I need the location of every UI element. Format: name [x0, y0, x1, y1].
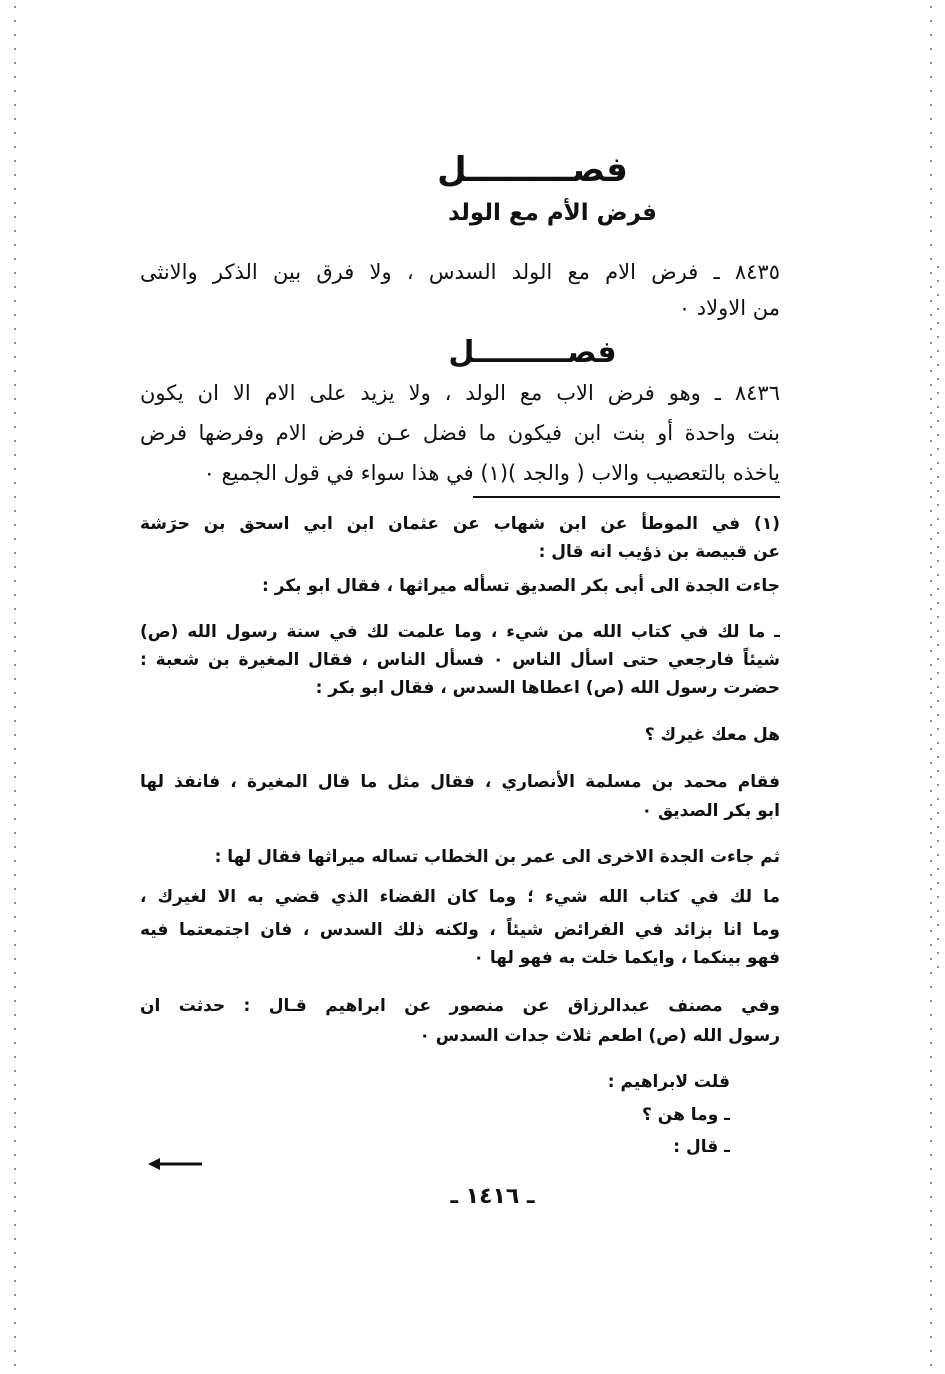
footnote-line-14: وفي مصنف عبدالرزاق عن منصور عن ابراهيم قـال : حدثت ان — [140, 996, 780, 1016]
footnote-line-5: شيئاً فارجعي حتى اسأل الناس ٠ فسأل الناس ، فقال المغيرة بن شعبة : — [140, 650, 780, 670]
footnote-line-15: رسول الله (ص) اطعم ثلاث جدات السدس ٠ — [419, 1026, 780, 1046]
footnote-line-6: حضرت رسول الله (ص) اعطاها السدس ، فقال ابو بكر : — [315, 678, 780, 698]
footnote-line-8: فقام محمد بن مسلمة الأنصاري ، فقال مثل ما قال المغيرة ، فانفذ لها — [140, 772, 780, 792]
paragraph-8436-line-3: ياخذه بالتعصيب والاب ( والجد )(١) في هذا سواء في قول الجميع ٠ — [203, 461, 780, 485]
paragraph-8436-line-2: بنت واحدة أو بنت ابن فيكون ما فضل عـن فرض الام وفرضها فرض — [140, 421, 780, 445]
footnote-line-18: ـ قال : — [673, 1137, 730, 1157]
page-number: ـ ١٤١٦ ـ — [450, 1184, 535, 1209]
section-subtitle: فرض الأم مع الولد — [447, 200, 657, 226]
scan-edge-left — [14, 0, 16, 1374]
footnote-line-13: فهو بينكما ، وايكما خلت به فهو لها ٠ — [473, 948, 780, 968]
footnote-line-4: ـ ما لك في كتاب الله من شيء ، وما علمت لك في سنة رسول الله (ص) — [140, 622, 780, 642]
footnote-separator — [473, 496, 780, 498]
footnote-line-17: ـ وما هن ؟ — [642, 1105, 730, 1125]
section-heading-fasl-2: فصـــــــــل — [448, 335, 617, 370]
paragraph-8436-line-1: ٨٤٣٦ ـ وهو فرض الاب مع الولد ، ولا يزيد على الام الا ان يكون — [140, 381, 780, 405]
footnote-line-11: ما لك في كتاب الله شيء ؛ وما كان القضاء الذي قضي به الا لغيرك ، — [140, 887, 780, 907]
footnote-line-2: عن قبيصة بن ذؤيب انه قال : — [538, 542, 780, 562]
section-heading-fasl-1: فصـــــــــل — [437, 150, 628, 190]
paragraph-8435-line-1: ٨٤٣٥ ـ فرض الام مع الولد السدس ، ولا فرق بين الذكر والانثى — [140, 260, 780, 284]
paragraph-8435-line-2: من الاولاد ٠ — [678, 296, 780, 320]
footnote-line-16: قلت لابراهيم : — [607, 1072, 730, 1092]
continuation-arrow-icon — [148, 1156, 204, 1172]
footnote-line-1: (١) في الموطأ عن ابن شهاب عن عثمان ابن ابي اسحق بن حرَشة — [140, 514, 780, 534]
footnote-line-10: ثم جاءت الجدة الاخرى الى عمر بن الخطاب تساله ميراثها فقال لها : — [214, 847, 780, 867]
footnote-line-7: هل معك غيرك ؟ — [644, 725, 780, 745]
footnote-line-9: ابو بكر الصديق ٠ — [641, 801, 780, 821]
footnote-line-3: جاءت الجدة الى أبى بكر الصديق تسأله ميراثها ، فقال ابو بكر : — [262, 576, 780, 596]
footnote-line-12: وما انا بزائد في الفرائض شيئاً ، ولكنه ذلك السدس ، فان اجتمعتما فيه — [140, 920, 780, 940]
